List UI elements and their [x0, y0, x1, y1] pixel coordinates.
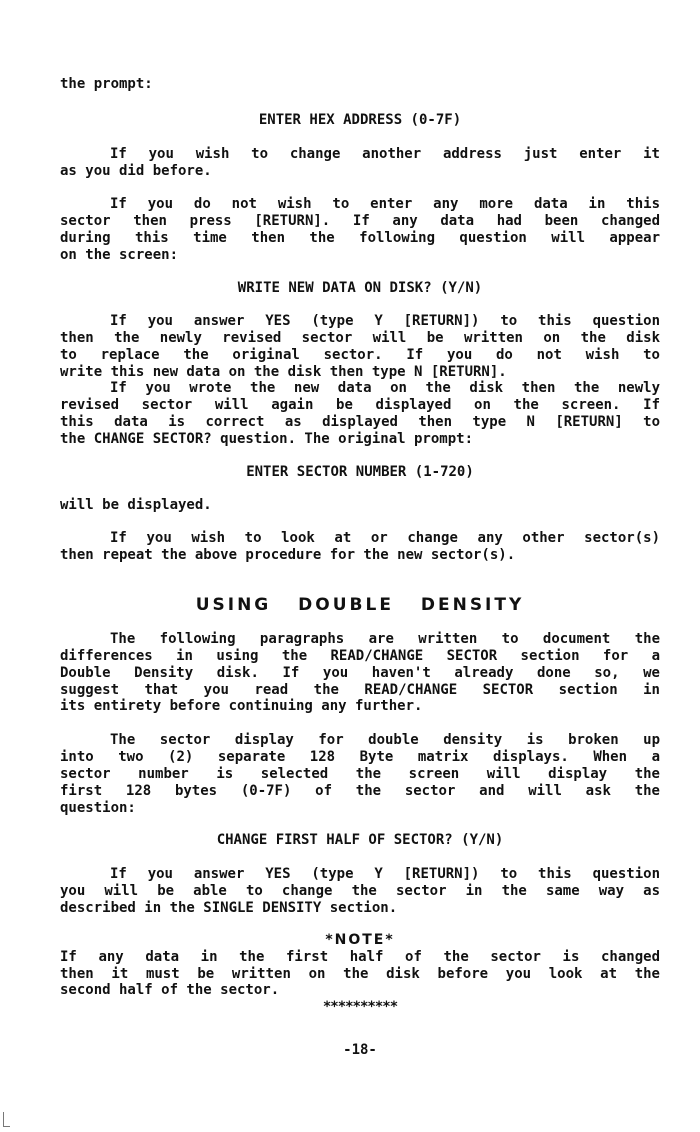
text-line: sector number is selected the screen will display the [60, 766, 660, 782]
text-line: then the newly revised sector will be written on the disk [60, 330, 660, 346]
text-line: second half of the sector. [60, 982, 280, 998]
text-line: The sector display for double density is broken up [110, 732, 660, 748]
text-line: question: [60, 800, 136, 816]
text-line: the prompt: [60, 76, 153, 92]
text-line: to replace the original sector. If you do not wish to [60, 347, 660, 363]
text-line: If you wrote the new data on the disk then the newly [110, 380, 660, 396]
document-page [60, 0, 660, 1132]
text-line: as you did before. [60, 163, 212, 179]
note-heading: *NOTE* [325, 932, 395, 948]
page-number: -18- [343, 1042, 377, 1058]
text-line: its entirety before continuing any further. [60, 698, 423, 714]
text-line: If you do not wish to enter any more data in this [110, 196, 660, 212]
scan-margin-mark [3, 1112, 10, 1127]
text-line: during this time then the following question will appear [60, 230, 660, 246]
text-line: Double Density disk. If you haven't already done so, we [60, 665, 660, 681]
text-line: will be displayed. [60, 497, 212, 513]
text-line: you will be able to change the sector in the same way as [60, 883, 660, 899]
text-line: revised sector will again be displayed on the screen. If [60, 397, 660, 413]
text-line: the CHANGE SECTOR? question. The original prompt: [60, 431, 474, 447]
text-line: If you answer YES (type Y [RETURN]) to this question [110, 866, 660, 882]
prompt-enter-hex-address: ENTER HEX ADDRESS (0-7F) [258, 112, 462, 128]
text-line: first 128 bytes (0-7F) of the sector and will ask the [60, 783, 660, 799]
prompt-write-new-data: WRITE NEW DATA ON DISK? (Y/N) [237, 280, 483, 296]
text-line: The following paragraphs are written to document the [110, 631, 660, 647]
text-line: If you wish to look at or change any other sector(s) [110, 530, 660, 546]
text-line: If you wish to change another address just enter it [110, 146, 660, 162]
text-line: into two (2) separate 128 Byte matrix displays. When a [60, 749, 660, 765]
text-line: then repeat the above procedure for the new sector(s). [60, 547, 516, 563]
text-line: If any data in the first half of the sector is changed [60, 949, 660, 965]
prompt-change-first-half: CHANGE FIRST HALF OF SECTOR? (Y/N) [216, 832, 504, 848]
text-line: sector then press [RETURN]. If any data had been changed [60, 213, 660, 229]
text-line: then it must be written on the disk before you look at the [60, 966, 660, 982]
text-line: differences in using the READ/CHANGE SECTOR section for a [60, 648, 660, 664]
text-line: If you answer YES (type Y [RETURN]) to this question [110, 313, 660, 329]
prompt-enter-sector-number: ENTER SECTOR NUMBER (1-720) [246, 464, 474, 480]
text-line: described in the SINGLE DENSITY section. [60, 900, 398, 916]
asterisk-divider: ********** [322, 999, 398, 1015]
text-line: on the screen: [60, 247, 179, 263]
text-line: suggest that you read the READ/CHANGE SECTOR section in [60, 682, 660, 698]
section-heading: USING DOUBLE DENSITY [195, 595, 525, 615]
text-line: this data is correct as displayed then type N [RETURN] to [60, 414, 660, 430]
text-line: write this new data on the disk then type N [RETURN]. [60, 364, 507, 380]
